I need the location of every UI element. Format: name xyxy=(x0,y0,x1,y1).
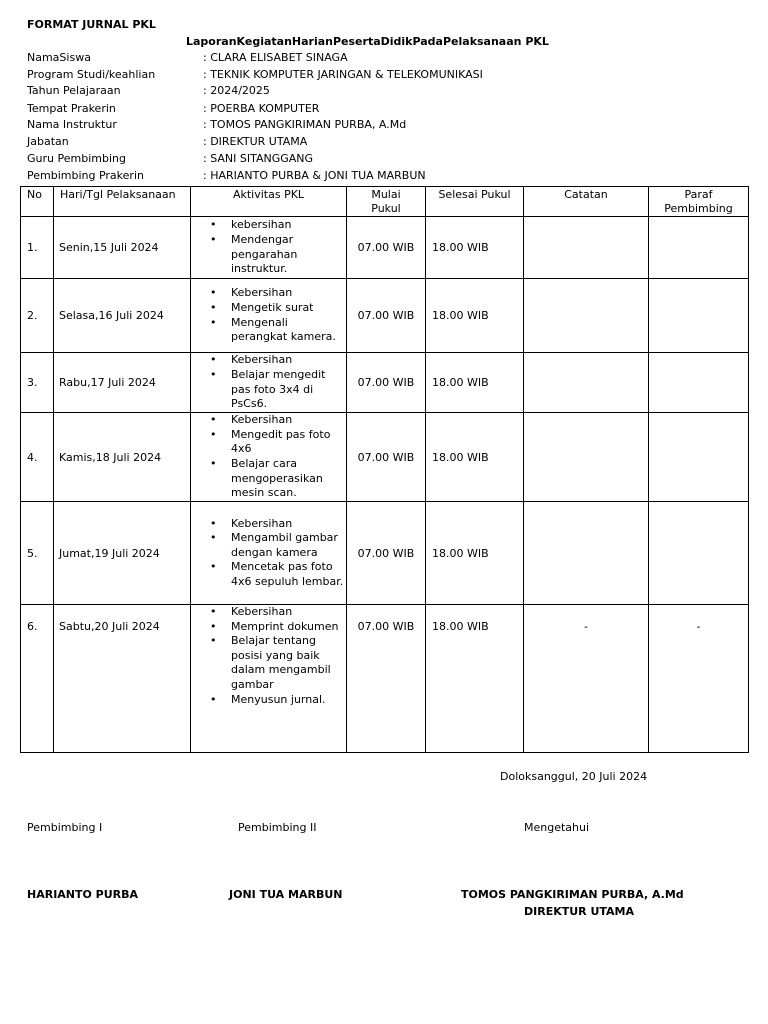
row-number: 2. xyxy=(21,279,54,353)
activity-item: • Belajar cara mengoperasikan mesin scan. xyxy=(231,457,346,501)
row-number: 5. xyxy=(21,502,54,605)
activity-item: • Kebersihan xyxy=(231,605,346,620)
row-end: 18.00 WIB xyxy=(426,413,524,502)
info-label: Tempat Prakerin xyxy=(27,102,116,115)
info-value: : DIREKTUR UTAMA xyxy=(203,135,308,148)
col-header-sign xyxy=(649,187,749,217)
row-sign: - xyxy=(649,605,749,753)
col-header-sign-line2: Pembimbing xyxy=(664,202,733,215)
report-title: LaporanKegiatanHarianPesertaDidikPadaPelaksanaan PKL xyxy=(186,35,549,48)
row-day: Jumat,19 Juli 2024 xyxy=(54,502,191,605)
activity-item: • Kebersihan xyxy=(231,353,346,368)
info-value: : 2024/2025 xyxy=(203,84,270,97)
row-activities xyxy=(191,605,347,753)
col-header-start xyxy=(347,187,426,217)
info-label: NamaSiswa xyxy=(27,51,91,64)
activity-item: • kebersihan xyxy=(231,218,346,233)
activity-item: • Kebersihan xyxy=(231,286,346,301)
row-activities xyxy=(191,502,347,605)
row-number: 6. xyxy=(21,605,54,753)
row-sign xyxy=(649,413,749,502)
row-start: 07.00 WIB xyxy=(347,413,426,502)
row-note: - xyxy=(524,605,649,753)
info-label: Nama Instruktur xyxy=(27,118,117,131)
table-header-row xyxy=(21,187,749,217)
supervisor-1-name: HARIANTO PURBA xyxy=(27,888,139,901)
activity-item: • Mengedit pas foto 4x6 xyxy=(231,428,346,457)
activity-item: • Belajar tentang posisi yang baik dalam mengambil gambar xyxy=(231,634,346,692)
info-value: : TEKNIK KOMPUTER JARINGAN & TELEKOMUNIKASI xyxy=(203,68,483,81)
row-number: 4. xyxy=(21,413,54,502)
info-value: : SANI SITANGGANG xyxy=(203,152,314,165)
col-header-day: Hari/Tgl Pelaksanaan xyxy=(54,187,191,217)
format-title: FORMAT JURNAL PKL xyxy=(27,18,156,31)
row-start: 07.00 WIB xyxy=(347,605,426,753)
col-header-note: Catatan xyxy=(524,187,649,217)
supervisor-2-label: Pembimbing II xyxy=(238,821,317,834)
col-header-no: No xyxy=(21,187,54,217)
activity-item: • Mengetik surat xyxy=(231,301,346,316)
row-number: 1. xyxy=(21,217,54,279)
info-label: Jabatan xyxy=(27,135,69,148)
supervisor-1-label: Pembimbing I xyxy=(27,821,103,834)
row-note xyxy=(524,217,649,279)
table-row xyxy=(21,605,749,753)
activity-item: • Memprint dokumen xyxy=(231,620,346,635)
row-day: Rabu,17 Juli 2024 xyxy=(54,353,191,413)
info-value: : CLARA ELISABET SINAGA xyxy=(203,51,348,64)
info-value: : POERBA KOMPUTER xyxy=(203,102,320,115)
row-start: 07.00 WIB xyxy=(347,217,426,279)
table-row xyxy=(21,217,749,279)
info-label: Tahun Pelajaraan xyxy=(27,84,121,97)
row-sign xyxy=(649,502,749,605)
row-activities xyxy=(191,353,347,413)
row-day: Sabtu,20 Juli 2024 xyxy=(54,605,191,753)
journal-table xyxy=(20,186,749,753)
activity-item: • Belajar mengedit pas foto 3x4 di PsCs6. xyxy=(231,368,346,412)
row-activities xyxy=(191,413,347,502)
row-start: 07.00 WIB xyxy=(347,353,426,413)
row-day: Selasa,16 Juli 2024 xyxy=(54,279,191,353)
instructor-name: TOMOS PANGKIRIMAN PURBA, A.Md xyxy=(461,888,684,901)
col-header-activity: Aktivitas PKL xyxy=(191,187,347,217)
activity-item: • Mengenali perangkat kamera. xyxy=(231,316,346,345)
row-start: 07.00 WIB xyxy=(347,502,426,605)
col-header-start-line2: Pukul xyxy=(371,202,401,215)
activity-item: • Kebersihan xyxy=(231,517,346,532)
activity-item: • Mendengar pengarahan instruktur. xyxy=(231,233,346,277)
col-header-sign-line1: Paraf xyxy=(684,188,713,201)
row-end: 18.00 WIB xyxy=(426,279,524,353)
row-end: 18.00 WIB xyxy=(426,605,524,753)
col-header-end: Selesai Pukul xyxy=(426,187,524,217)
instructor-title: DIREKTUR UTAMA xyxy=(524,905,635,918)
activity-item: • Kebersihan xyxy=(231,413,346,428)
row-activities xyxy=(191,217,347,279)
row-end: 18.00 WIB xyxy=(426,217,524,279)
activity-item: • Mencetak pas foto 4x6 sepuluh lembar. xyxy=(231,560,346,589)
info-value: : HARIANTO PURBA & JONI TUA MARBUN xyxy=(203,169,426,182)
activity-item: • Menyusun jurnal. xyxy=(231,693,346,708)
acknowledge-label: Mengetahui xyxy=(524,821,590,834)
row-sign xyxy=(649,279,749,353)
supervisor-2-name: JONI TUA MARBUN xyxy=(229,888,343,901)
table-row xyxy=(21,413,749,502)
row-number: 3. xyxy=(21,353,54,413)
row-day: Kamis,18 Juli 2024 xyxy=(54,413,191,502)
table-row xyxy=(21,502,749,605)
row-note xyxy=(524,413,649,502)
row-activities xyxy=(191,279,347,353)
row-note xyxy=(524,502,649,605)
activity-item: • Mengambil gambar dengan kamera xyxy=(231,531,346,560)
table-row xyxy=(21,353,749,413)
row-end: 18.00 WIB xyxy=(426,502,524,605)
info-value: : TOMOS PANGKIRIMAN PURBA, A.Md xyxy=(203,118,407,131)
row-note xyxy=(524,353,649,413)
row-sign xyxy=(649,353,749,413)
row-day: Senin,15 Juli 2024 xyxy=(54,217,191,279)
table-row xyxy=(21,279,749,353)
info-label: Program Studi/keahlian xyxy=(27,68,156,81)
row-sign xyxy=(649,217,749,279)
info-label: Pembimbing Prakerin xyxy=(27,169,144,182)
row-start: 07.00 WIB xyxy=(347,279,426,353)
place-date: Doloksanggul, 20 Juli 2024 xyxy=(500,770,648,783)
row-note xyxy=(524,279,649,353)
row-end: 18.00 WIB xyxy=(426,353,524,413)
info-label: Guru Pembimbing xyxy=(27,152,126,165)
col-header-start-line1: Mulai xyxy=(371,188,401,201)
